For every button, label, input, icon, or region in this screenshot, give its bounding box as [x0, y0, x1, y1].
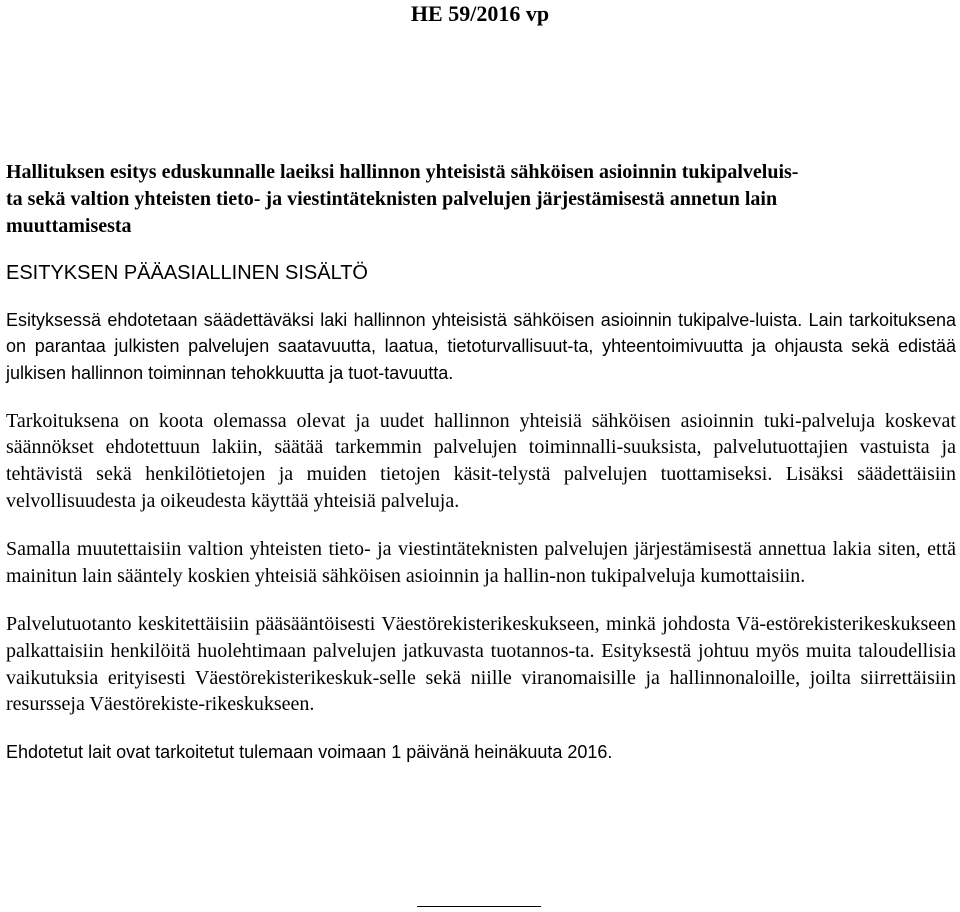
bill-title-line: ta sekä valtion yhteisten tieto- ja viestintäteknisten palvelujen järjestämisestä annetun lain	[6, 188, 778, 210]
document-id: HE 59/2016 vp	[410, 1, 550, 26]
end-divider	[417, 906, 541, 907]
summary-paragraph: Tarkoituksena on koota olemassa olevat ja uudet hallinnon yhteisiä sähköisen asioinnin tuki-palveluja koskevat säännökset ehdotettuun lakiin, säätää tarkemmin palvelujen toiminnalli-suuksista, palvelutuottajien vastuista ja tehtävistä sekä henkilötietojen ja muiden tietojen käsit-telystä palvelujen tuottamiseksi. Lisäksi säädettäisiin velvollisuudesta ja oikeudesta käyttää yhteisiä palveluja.	[6, 409, 956, 512]
summary-paragraph: Esityksessä ehdotetaan säädettäväksi laki hallinnon yhteisistä sähköisen asioinnin tukipalve-luista. Lain tarkoituksena on parantaa julkisten palvelujen saatavuutta, laatua, tietoturvallisuut-ta, yhteentoimivuutta ja ohjausta sekä edistää julkisen hallinnon toiminnan tehokkuutta ja tuot-tavuutta.	[6, 310, 956, 383]
bill-title-line: muuttamisesta	[6, 215, 132, 237]
summary-paragraph: Palvelutuotanto keskitettäisiin pääsääntöisesti Väestörekisterikeskukseen, minkä johdosta Vä-estörekisterikeskukseen palkattaisiin henkilöitä huolehtimaan palvelujen jatkuvasta tuotannos-ta. Esityksestä johtuu myös muita taloudellisia vaikutuksia erityisesti Väestörekisterikeskuk-selle sekä niille viranomaisille ja hallinnonaloille, joilta siirrettäisiin resursseja Väestörekiste-rikeskukseen.	[6, 613, 956, 716]
bill-title-line: Hallituksen esitys eduskunnalle laeiksi hallinnon yhteisistä sähköisen asioinnin tukipalveluis-	[6, 161, 799, 183]
document-body	[6, 159, 956, 765]
effective-date-paragraph: Ehdotetut lait ovat tarkoitetut tulemaan voimaan 1 päivänä heinäkuuta 2016.	[6, 741, 613, 762]
summary-paragraph: Samalla muutettaisiin valtion yhteisten tieto- ja viestintäteknisten palvelujen järjestämisestä annettua lakia siten, että mainitun lain sääntely koskien yhteisiä sähköisen asioinnin ja hallin-non tukipalveluja kumottaisiin.	[6, 538, 956, 587]
section-heading: ESITYKSEN PÄÄASIALLINEN SISÄLTÖ	[6, 262, 368, 284]
bill-title	[6, 159, 956, 240]
